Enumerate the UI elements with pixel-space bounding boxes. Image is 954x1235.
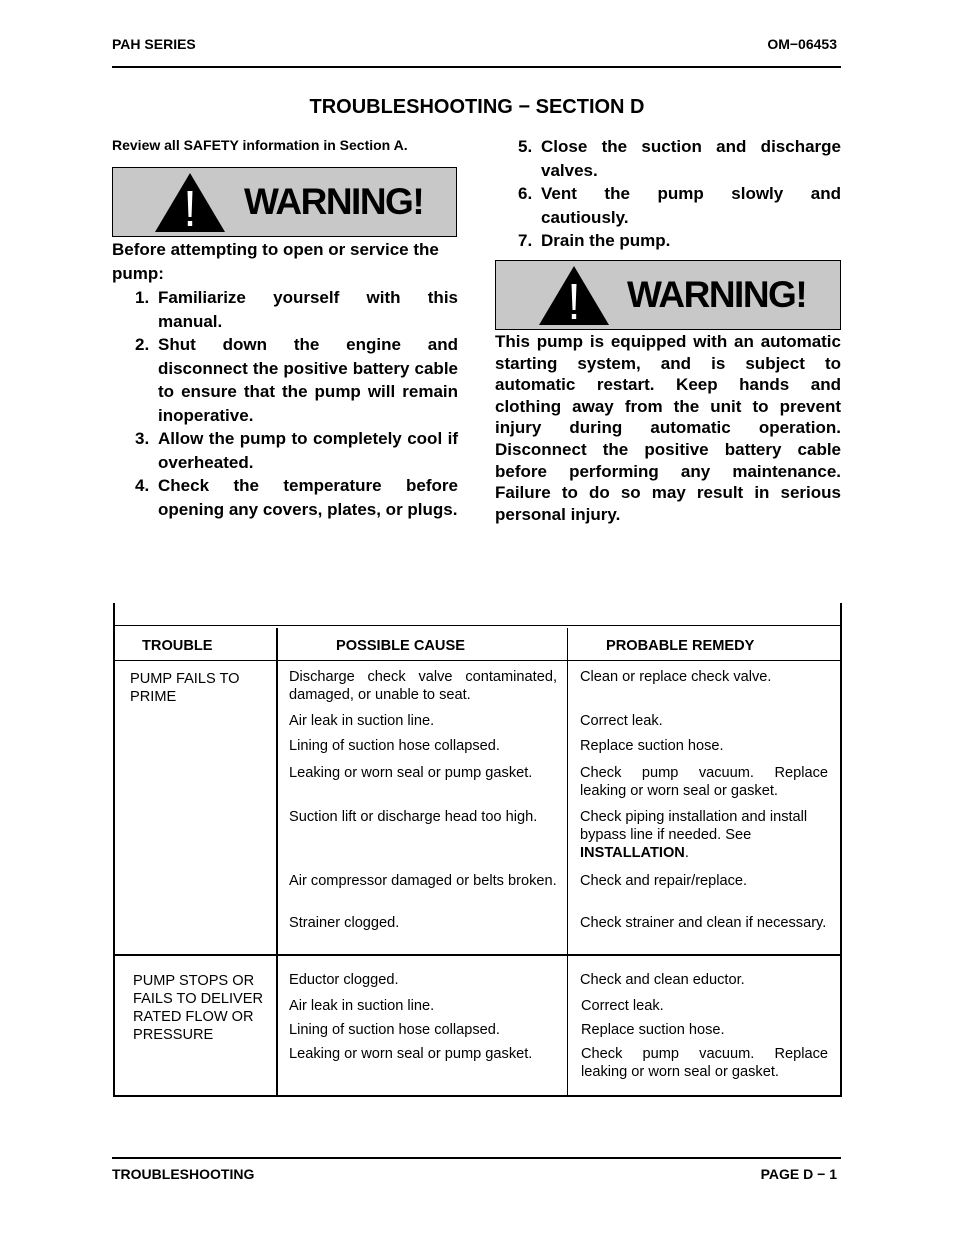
step-text: Drain the pump.	[541, 231, 671, 250]
cause-cell: Discharge check valve contaminated, damaged, or unable to seat.	[289, 669, 557, 703]
table-rule-group	[113, 954, 842, 956]
table-rule-top	[113, 625, 842, 626]
header-doc-number: OM−06453	[767, 36, 837, 52]
step-text: Close the suction and discharge valves.	[541, 137, 841, 180]
remedy-cell: Correct leak.	[581, 998, 664, 1014]
warning-triangle-icon	[153, 171, 227, 234]
warning-label: WARNING!	[244, 181, 424, 222]
cause-cell: Air compressor damaged or belts broken.	[289, 873, 557, 889]
left-steps-list	[135, 286, 458, 521]
cause-cell: Strainer clogged.	[289, 915, 400, 931]
footer-page-number: PAGE D − 1	[760, 1166, 837, 1182]
cause-cell: Lining of suction hose collapsed.	[289, 1022, 500, 1038]
cause-cell: Air leak in suction line.	[289, 713, 435, 729]
step-text: Familiarize yourself with this manual.	[158, 288, 458, 331]
cause-cell: Leaking or worn seal or pump gasket.	[289, 1046, 533, 1062]
remedy-cell: Check and clean eductor.	[580, 972, 745, 988]
table-border-right	[840, 603, 842, 1097]
list-item	[518, 135, 841, 182]
remedy-cell: Check pump vacuum. Replace leaking or worn seal or gasket.	[581, 1046, 828, 1080]
footer-rule	[112, 1157, 841, 1159]
warning-label: WARNING!	[627, 274, 807, 315]
remedy-cell: Check and repair/replace.	[580, 873, 748, 889]
list-item	[518, 182, 841, 229]
column-header-cause: POSSIBLE CAUSE	[336, 638, 465, 654]
step-number: 6.	[518, 184, 533, 203]
trouble-pump-stops: PUMP STOPS OR FAILS TO DELIVER RATED FLOW OR PRESSURE	[133, 973, 264, 1043]
header-rule	[112, 66, 841, 68]
warning-banner-left	[112, 167, 457, 237]
warning-triangle-icon	[537, 264, 611, 327]
column-header-trouble: TROUBLE	[142, 638, 213, 654]
header-series: PAH SERIES	[112, 36, 196, 52]
page-title: TROUBLESHOOTING − SECTION D	[309, 96, 645, 118]
cause-cell: Air leak in suction line.	[289, 998, 435, 1014]
remedy-text: .	[684, 845, 689, 861]
remedy-cell: Replace suction hose.	[581, 1022, 725, 1038]
column-header-remedy: PROBABLE REMEDY	[606, 638, 755, 654]
table-rule-header	[113, 660, 842, 661]
left-intro: Before attempting to open or service the pump:	[112, 240, 439, 283]
footer-section: TROUBLESHOOTING	[112, 1166, 255, 1182]
trouble-pump-fails-to-prime: PUMP FAILS TO PRIME	[130, 671, 240, 705]
step-number: 3.	[135, 429, 150, 448]
remedy-cell: Check pump vacuum. Replace leaking or worn seal or gasket.	[580, 765, 828, 799]
cause-cell: Leaking or worn seal or pump gasket.	[289, 765, 533, 781]
step-text: Allow the pump to completely cool if overheated.	[158, 429, 458, 472]
table-border-left	[113, 603, 115, 1097]
remedy-text: Check piping installation and install bypass line if needed. See	[580, 809, 808, 843]
cause-cell: Suction lift or discharge head too high.	[289, 809, 538, 825]
list-item	[135, 286, 458, 333]
remedy-cell: Replace suction hose.	[580, 738, 724, 754]
remedy-cell: Check strainer and clean if necessary.	[580, 915, 827, 931]
step-number: 7.	[518, 231, 533, 250]
list-item	[135, 333, 458, 427]
table-col-divider-2	[567, 628, 568, 1097]
step-number: 5.	[518, 137, 533, 156]
list-item	[135, 474, 458, 521]
installation-reference: INSTALLATION	[580, 845, 685, 861]
step-text: Shut down the engine and disconnect the positive battery cable to ensure that the pump will remain inoperative.	[158, 335, 458, 425]
remedy-cell: Correct leak.	[580, 713, 663, 729]
list-item	[518, 229, 841, 253]
step-number: 1.	[135, 288, 150, 307]
step-number: 4.	[135, 476, 150, 495]
cause-cell: Eductor clogged.	[289, 972, 399, 988]
auto-restart-warning-text: This pump is equipped with an automatic starting system, and is subject to automatic restart. Keep hands and clothing away from the unit to prevent injury during automatic operation. Disconnect the positive battery cable before performing any maintenance. Failure to do so may result in serious personal injury.	[495, 332, 841, 524]
troubleshooting-table	[113, 603, 842, 1097]
right-steps-list	[518, 135, 841, 253]
table-col-divider-1	[276, 628, 278, 1097]
step-text: Check the temperature before opening any covers, plates, or plugs.	[158, 476, 458, 519]
remedy-cell: Clean or replace check valve.	[580, 669, 772, 685]
list-item	[135, 427, 458, 474]
warning-banner-right	[495, 260, 841, 330]
remedy-cell	[580, 808, 832, 862]
review-note: Review all SAFETY information in Section A.	[112, 137, 408, 153]
cause-cell: Lining of suction hose collapsed.	[289, 738, 500, 754]
table-rule-bottom	[113, 1095, 842, 1097]
step-text: Vent the pump slowly and cautiously.	[541, 184, 841, 227]
step-number: 2.	[135, 335, 150, 354]
